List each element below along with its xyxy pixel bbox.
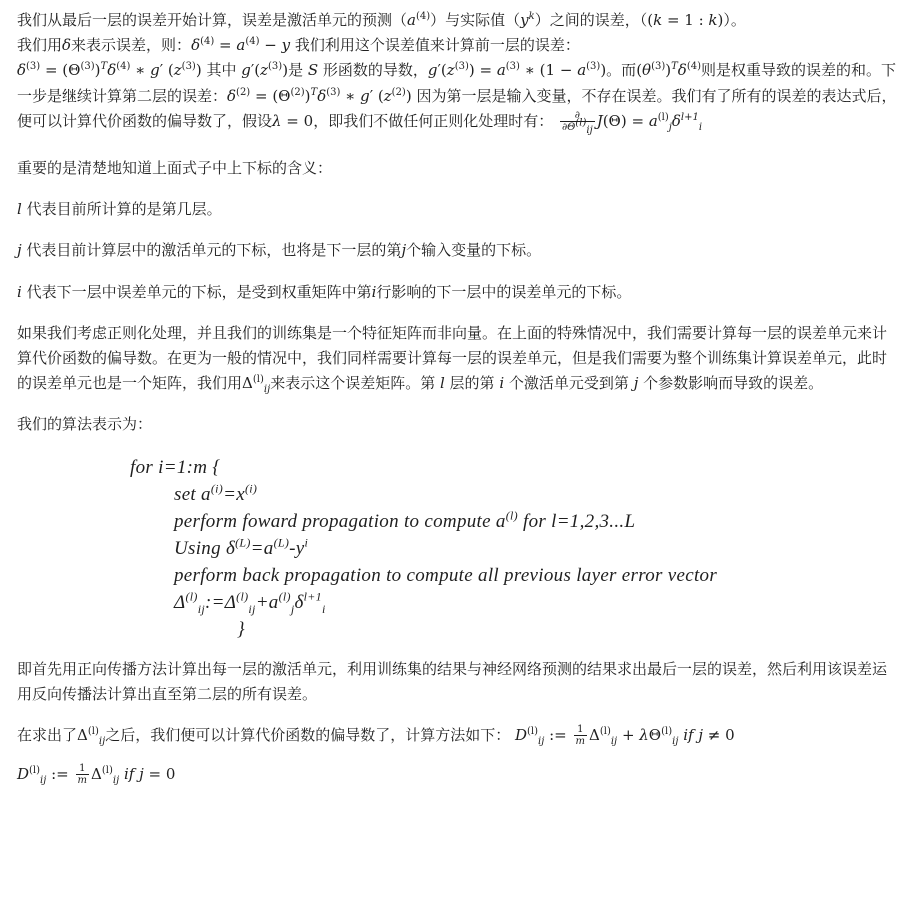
algo-close-brace: } — [237, 618, 245, 640]
regularization-paragraph: 如果我们考虑正则化处理，并且我们的训练集是一个特征矩阵而非向量。在上面的特殊情况中，我们需要计算每一层的误差单元来计算代价函数的偏导数。在更为一般的情况中，我们同样需要计算每一层的误差单元，但是我们需要为整个训练集计算误差单元，此时的误差单元也是一个矩阵，我们用$\Delta^{(l)}_{ij}$来表示这个误差矩阵。第 l 层的第 i 个激活单元受到第 j 个参数影响而导致的误差。 — [17, 323, 888, 396]
algo-set-line: set $a^{(i)}=x^{(i)}$ — [174, 481, 258, 505]
summary-paragraph: 即首先用正向传播方法计算出每一层的激活单元，利用训练集的结果与神经网络预测的结果求出最后一层的误差，然后利用该误差运用反向传播法计算出直至第二层的所有误差。 — [17, 659, 888, 703]
note-l: l 代表目前所计算的是第几层。 — [17, 200, 222, 219]
algo-delta-line: $\Delta^{(l)}_{ij}:=\Delta^{(l)}_{ij}+a^{(l)}_j\delta^{l+1}_i$ — [174, 589, 326, 616]
algorithm-block — [130, 454, 898, 643]
algo-forward-line: perform foward propagation to compute $a^{(l)}$ for l=1,2,3...L — [174, 508, 636, 532]
intro-paragraph: 我们从最后一层的误差开始计算，误差是激活单元的预测$(a^{(4)})$与实际值$(y^k)$之间的误差，（(k = 1 : k)）。 我们用δ来表示误差，则：$\delta^{(4)} = a^{(4)} - y$ 我们利用这个误差值来计算前一层的误差： $\delta^{(3)} = (\Theta^{(3)})^T\delta^{(4)}$ ∗ g′ $(z^{(3)})$ 其中 $g'(z^{(3)})$是 S 形函数的导数，$g'(z^{(3)}) = a^{(3)}$ ∗ $(1 - a^{(3)})$。而$(\theta^{(3)})^T\delta^{(4)}$则是权重导致的误差的和。下一步是继续计算第二层的误差：$\delta^{(2)} = (\Theta^{(2)})^T\delta^{(3)}$ ∗ g′ $(z^{(2)})$ 因为第一层是输入变量，不存在误差。我们有了所有的误差的表达式后，便可以计算代价函数的偏导数了，假设λ = 0，即我们不做任何正则化处理时有： $\frac{\partial}{\partial\Theta^{(l)}_{ij}}$ $J(\Theta) = a^{(l)}_j\delta^{l+1}_i$ — [17, 11, 897, 136]
algo-back-line: perform back propagation to compute all previous layer error vector — [174, 564, 718, 586]
note-i: i 代表下一层中误差单元的下标，是受到权重矩阵中第i行影响的下一层中的误差单元的下标。 — [17, 282, 632, 301]
partial-derivative-fraction: $\frac{\partial}{\partial\Theta^{(l)}_{ij}}$ — [561, 109, 593, 136]
algo-using-line: Using $\delta^{(L)}=a^{(L)}-y^i$ — [174, 535, 309, 559]
note-j: j 代表目前计算层中的激活单元的下标，也将是下一层的第j个输入变量的下标。 — [17, 241, 542, 260]
derivative-j0-formula: $D^{(l)}_{ij}$ := $\frac{1}{m}$ $\Delta^{(l)}_{ij}$ if j = 0 — [17, 763, 176, 787]
notes-heading: 重要的是清楚地知道上面式子中上下标的含义： — [17, 159, 333, 178]
intro-text: 我们从最后一层的误差开始计算，误差是激活单元的预测（ — [17, 11, 408, 29]
algo-for-line: for i=1:m { — [130, 456, 221, 478]
algorithm-intro: 我们的算法表示为： — [17, 415, 153, 434]
derivative-paragraph: 在求出了$\Delta^{(l)}_{ij}$之后，我们便可以计算代价函数的偏导数了，计算方法如下： $D^{(l)}_{ij}$ := $\frac{1}{m}$ $\Delta^{(l)}_{ij} + \lambda\Theta^{(l)}_{ij}$ if j ≠ 0 — [17, 724, 735, 748]
